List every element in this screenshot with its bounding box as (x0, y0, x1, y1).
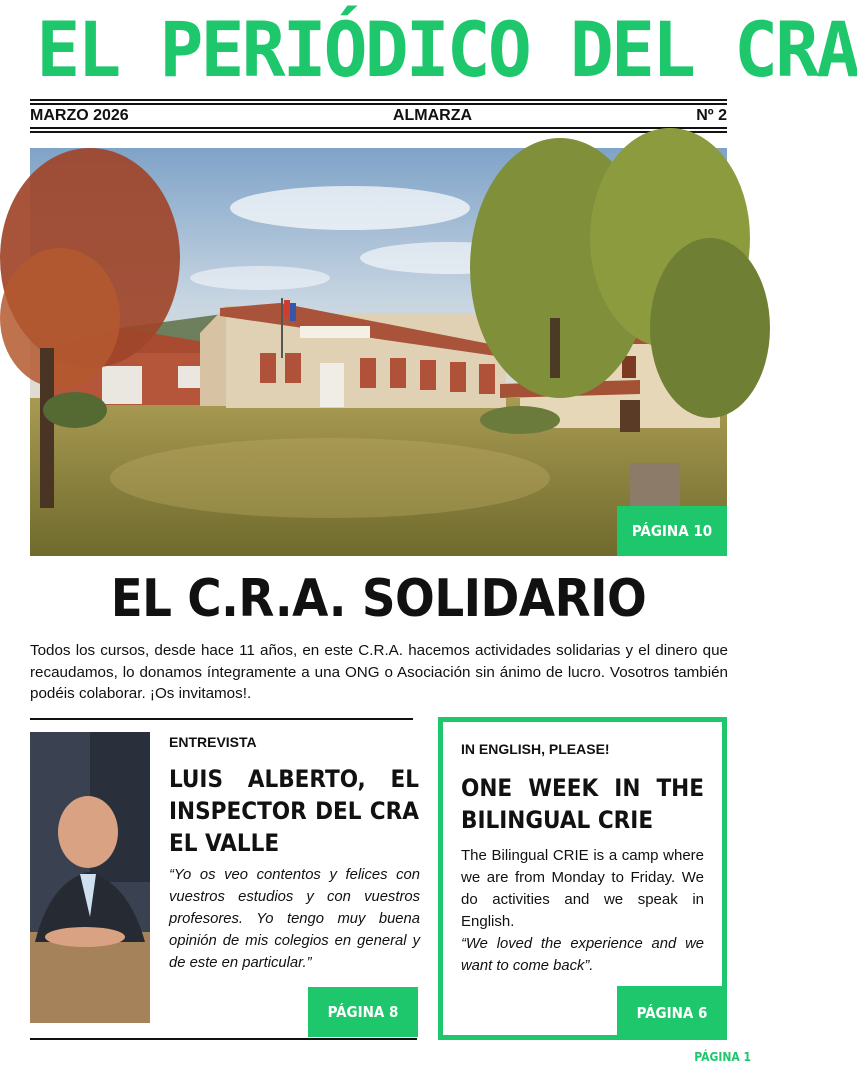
bottom-double-rule-2 (30, 131, 727, 133)
top-double-rule-1 (30, 99, 727, 101)
masthead-title: EL PERIÓDICO DEL CRA (36, 5, 857, 94)
interview-kicker: ENTREVISTA (169, 734, 257, 750)
inspector-photo (30, 732, 150, 1023)
english-kicker: IN ENGLISH, PLEASE! (461, 741, 610, 757)
main-headline: EL C.R.A. SOLIDARIO (110, 569, 647, 629)
issue-date: MARZO 2026 (30, 107, 129, 124)
interview-bottom-rule (30, 1038, 417, 1040)
dateline (30, 106, 727, 126)
english-body: The Bilingual CRIE is a camp where we are from Monday to Friday. We do activities and we speak in English. (461, 847, 704, 930)
english-title: ONE WEEK IN THE BILINGUAL CRIE (461, 774, 704, 834)
interview-page-ref: PÁGINA 8 (308, 987, 418, 1037)
interview-title: LUIS ALBERTO, EL INSPECTOR DEL CRA EL VALLE (169, 765, 419, 857)
lead-paragraph: Todos los cursos, desde hace 11 años, en este C.R.A. hacemos actividades solidarias y el dinero que recaudamos, lo donamos íntegramente a una ONG o Asociación sin ánimo de lucro. Vosotros también podéis colaborar. ¡Os invitamos!. (30, 642, 728, 702)
page-folio: PÁGINA 1 (694, 1050, 751, 1064)
hero-school-photo (30, 148, 727, 556)
issue-place: ALMARZA (392, 107, 473, 124)
hero-page-ref: PÁGINA 10 (617, 506, 727, 556)
english-page-ref: PÁGINA 6 (617, 986, 727, 1039)
bottom-double-rule-1 (30, 127, 727, 129)
school-illustration (30, 148, 727, 556)
interview-top-rule (30, 718, 413, 720)
portrait-illustration (30, 732, 150, 1023)
interview-quote: “Yo os veo contentos y felices con vuestros estudios y con vuestros profesores. Yo tengo muy buena opinión de mis colegios en general y de este en particular.” (169, 867, 420, 971)
issue-number: Nº 2 (696, 107, 727, 124)
top-double-rule-2 (30, 103, 727, 105)
english-quote: “We loved the experience and we want to come back”. (461, 936, 704, 974)
